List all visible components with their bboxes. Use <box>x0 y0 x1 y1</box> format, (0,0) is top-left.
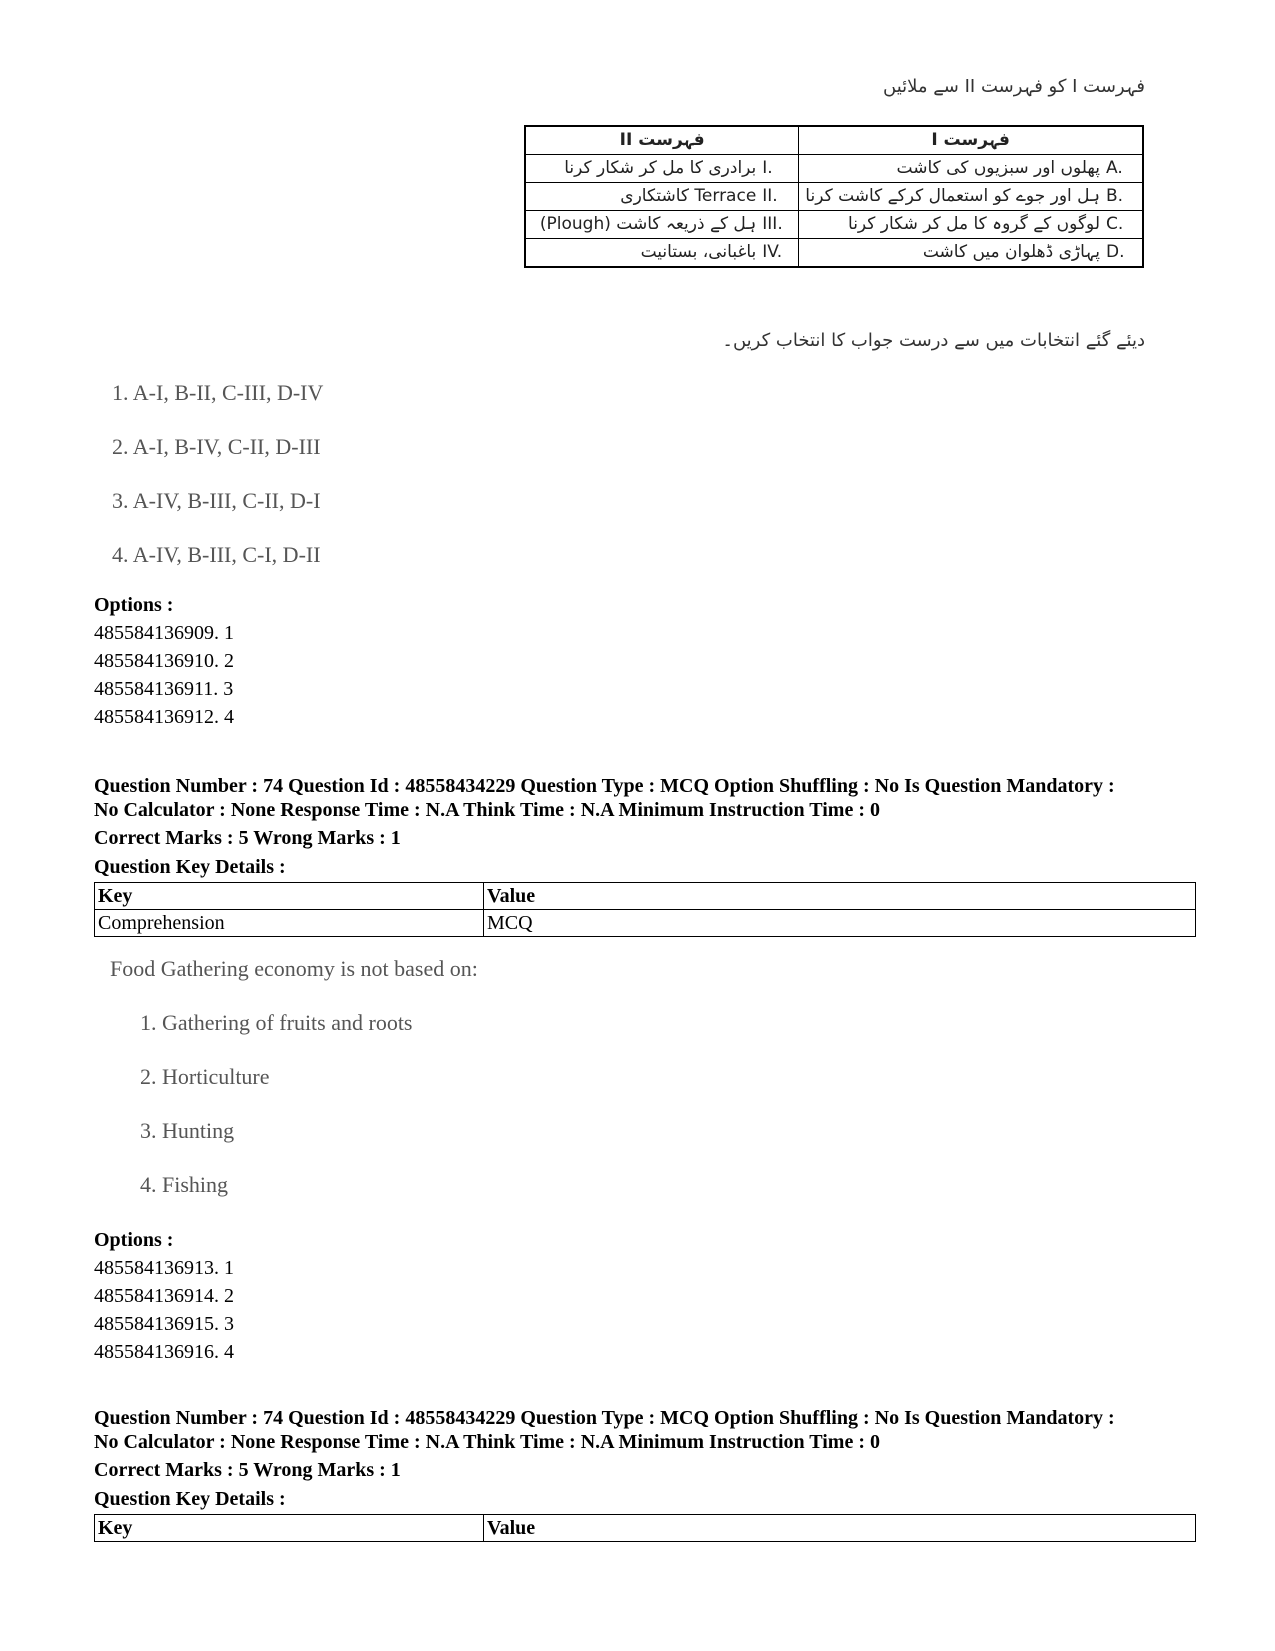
option-id: 485584136912. 4 <box>94 706 234 728</box>
options-label: Options : <box>94 1229 174 1251</box>
answer-choice: 3. A-IV, B-III, C-II, D-I <box>112 488 321 513</box>
value-header: Value <box>484 1515 1196 1542</box>
option-id: 485584136916. 4 <box>94 1341 234 1363</box>
list2-item: باغبانی، بستانیت <box>640 242 757 262</box>
meta-line: No Calculator : None Response Time : N.A Think Time : N.A Minimum Instruction Time : 0 <box>94 799 880 821</box>
list2-item: برادری کا مل کر شکار کرنا <box>564 158 757 178</box>
row-marker: I. <box>762 158 773 178</box>
list1-item: لوگوں کے گروہ کا مل کر شکار کرنا <box>848 214 1100 234</box>
table-row <box>525 183 1143 211</box>
meta-line: No Calculator : None Response Time : N.A Think Time : N.A Minimum Instruction Time : 0 <box>94 1431 880 1453</box>
list1-item: پھلوں اور سبزیوں کی کاشت <box>896 158 1100 178</box>
row-marker: II. <box>762 186 778 206</box>
key-header: Key <box>95 883 484 910</box>
list1-item: ہل اور جوے کو استعمال کرکے کاشت کرنا <box>805 186 1100 206</box>
option-id: 485584136913. 1 <box>94 1257 234 1279</box>
answer-choice: 2. Horticulture <box>140 1064 270 1089</box>
table-row <box>95 910 1196 937</box>
key-details-label: Question Key Details : <box>94 856 286 878</box>
answer-choice: 2. A-I, B-IV, C-II, D-III <box>112 434 321 459</box>
row-marker: D. <box>1106 242 1125 262</box>
options-label: Options : <box>94 594 174 616</box>
match-table <box>524 125 1144 268</box>
question-meta <box>94 1406 1194 1454</box>
row-marker: IV. <box>762 242 783 262</box>
key-details-table <box>94 1514 1196 1542</box>
table-row <box>95 1515 1196 1542</box>
answer-choice: 1. Gathering of fruits and roots <box>140 1010 413 1035</box>
option-id: 485584136910. 2 <box>94 650 234 672</box>
table-row <box>525 211 1143 239</box>
answer-choice: 1. A-I, B-II, C-III, D-IV <box>112 380 324 405</box>
key-details-label: Question Key Details : <box>94 1488 286 1510</box>
list1-header: فہرست I <box>799 126 1143 155</box>
value-cell: MCQ <box>484 910 1196 937</box>
table-row <box>95 883 1196 910</box>
match-instruction: فہرست I کو فہرست II سے ملائیں <box>883 76 1145 97</box>
key-cell: Comprehension <box>95 910 484 937</box>
row-marker: A. <box>1106 158 1123 178</box>
select-prompt: دیئے گئے انتخابات میں سے درست جواب کا انتخاب کریں۔ <box>722 330 1145 351</box>
option-id: 485584136911. 3 <box>94 678 234 700</box>
question-meta <box>94 774 1194 822</box>
options-block <box>94 1226 234 1366</box>
marks-line: Correct Marks : 5 Wrong Marks : 1 <box>94 827 401 849</box>
answer-choice: 4. A-IV, B-III, C-I, D-II <box>112 542 321 567</box>
table-row <box>525 239 1143 268</box>
options-block <box>94 591 234 731</box>
list1-item: پہاڑی ڈھلوان میں کاشت <box>922 242 1100 262</box>
option-id: 485584136914. 2 <box>94 1285 234 1307</box>
option-id: 485584136909. 1 <box>94 622 234 644</box>
match-table-header <box>525 126 1143 155</box>
row-marker: B. <box>1106 186 1124 206</box>
row-marker: III. <box>762 214 783 234</box>
answer-choice: 4. Fishing <box>140 1172 229 1197</box>
key-header: Key <box>95 1515 484 1542</box>
marks-line: Correct Marks : 5 Wrong Marks : 1 <box>94 1459 401 1481</box>
option-id: 485584136915. 3 <box>94 1313 234 1335</box>
value-header: Value <box>484 883 1196 910</box>
list2-item: Terrace کاشتکاری <box>620 186 757 206</box>
list2-header: فہرست II <box>525 126 799 155</box>
table-row <box>525 155 1143 183</box>
list2-item: ہل کے ذریعہ کاشت (Plough) <box>539 214 757 234</box>
answer-choice: 3. Hunting <box>140 1118 235 1143</box>
row-marker: C. <box>1106 214 1124 234</box>
meta-line: Question Number : 74 Question Id : 48558434229 Question Type : MCQ Option Shuffling : No Is Question Mandatory : <box>94 775 1115 797</box>
question-text: Food Gathering economy is not based on: <box>110 956 478 981</box>
key-details-table <box>94 882 1196 937</box>
meta-line: Question Number : 74 Question Id : 48558434229 Question Type : MCQ Option Shuffling : No Is Question Mandatory : <box>94 1407 1115 1429</box>
